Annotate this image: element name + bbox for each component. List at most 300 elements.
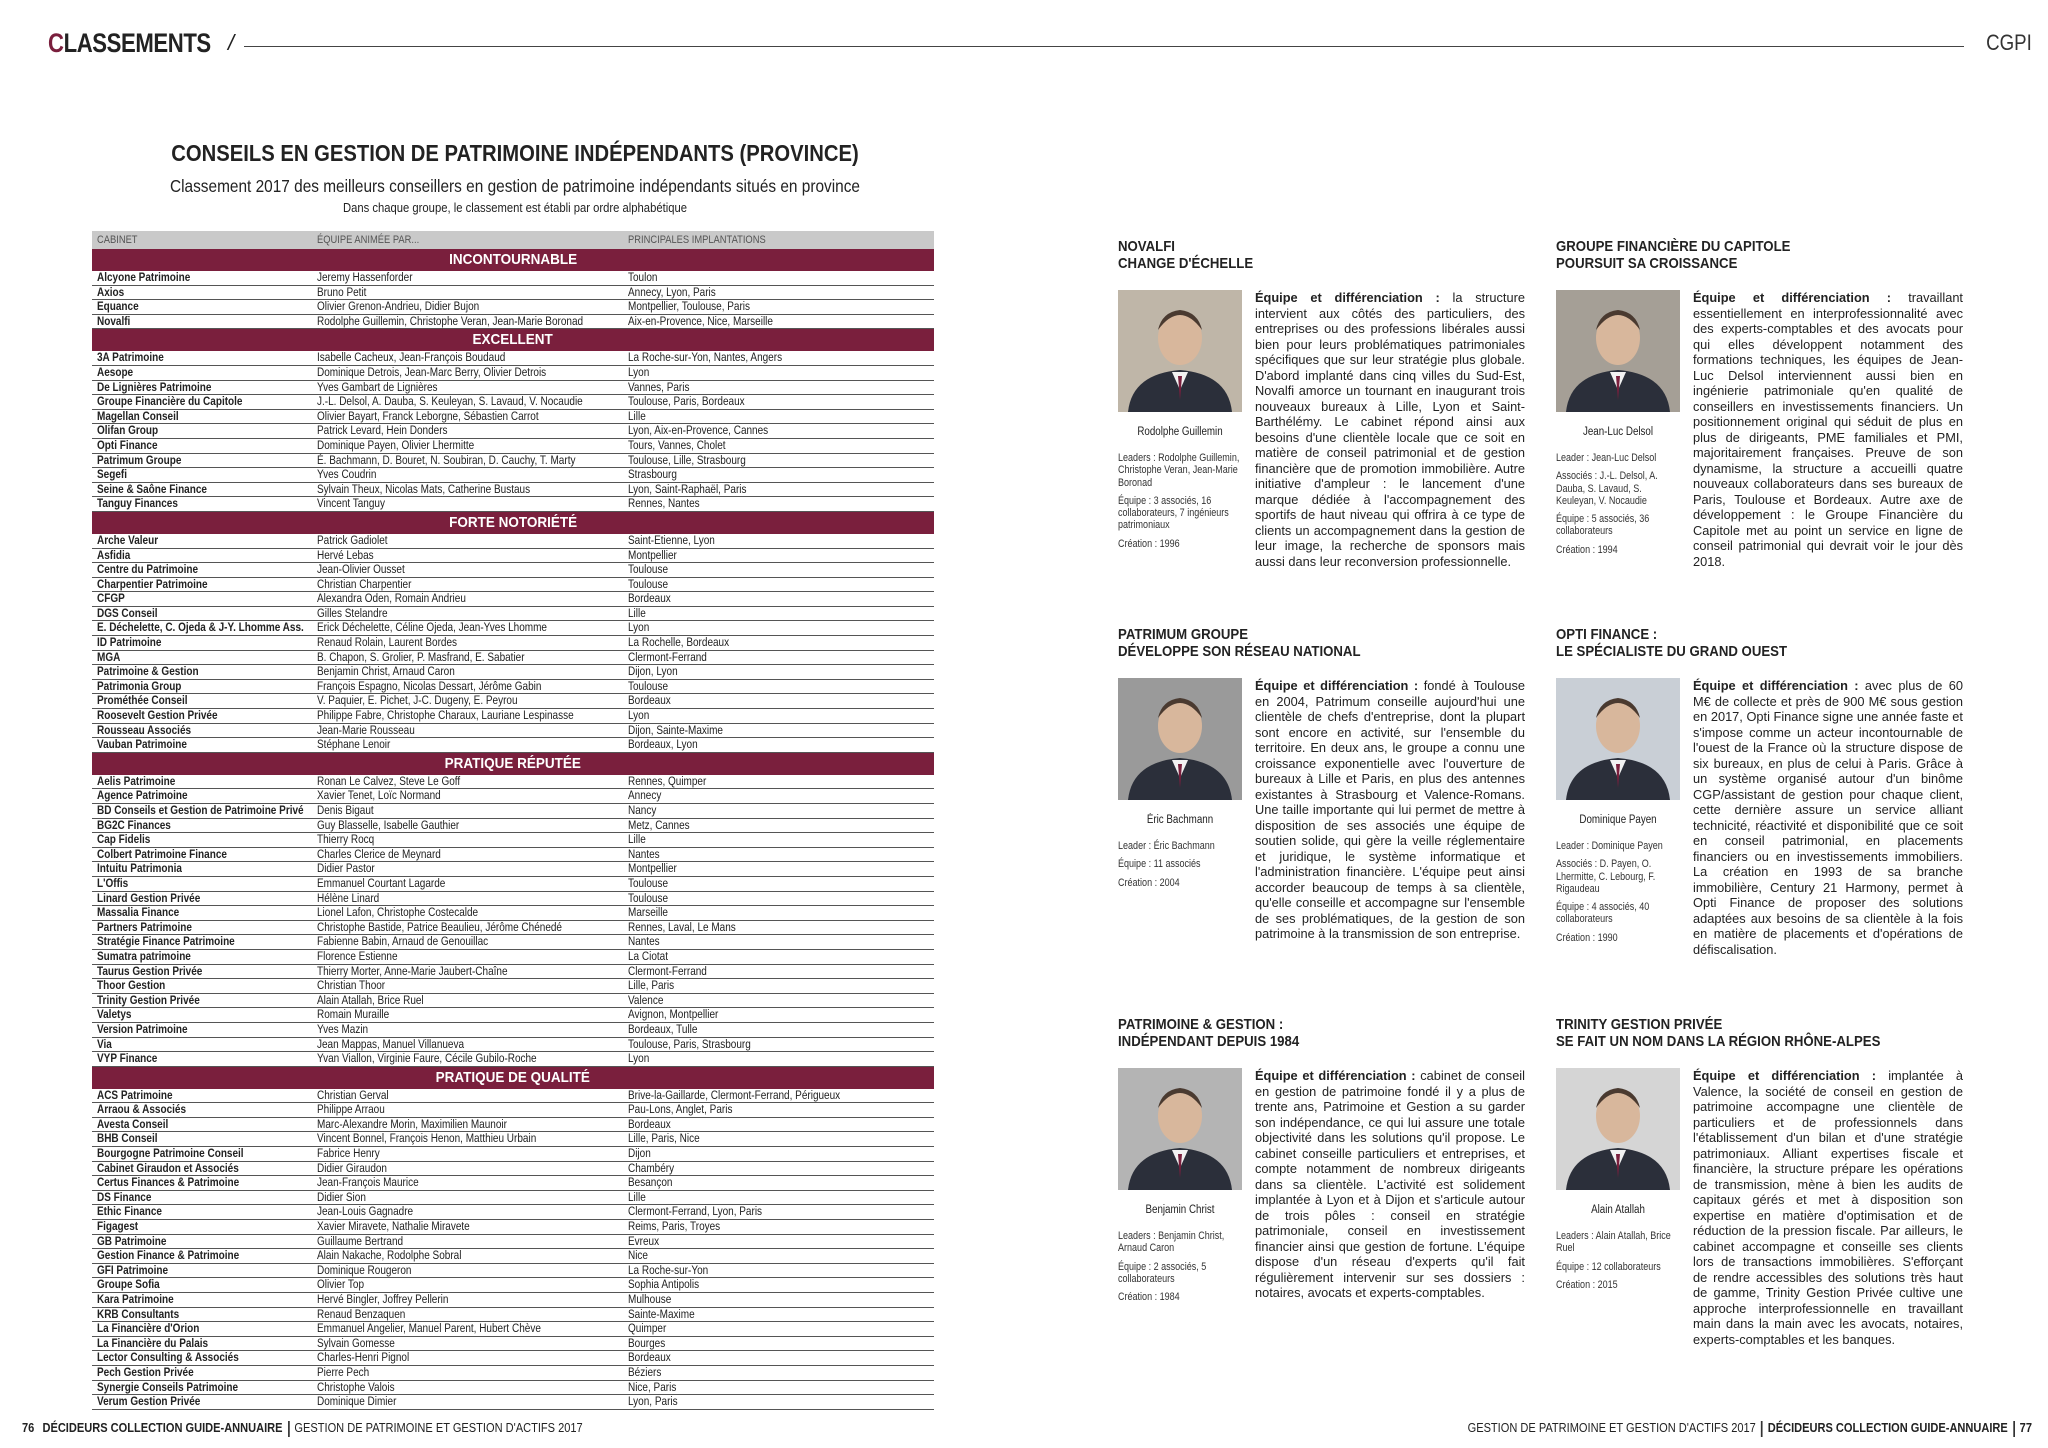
profile-title-line1: TRINITY GESTION PRIVÉE xyxy=(1556,1016,1723,1033)
table-row xyxy=(92,1103,934,1118)
locations: Avignon, Montpellier xyxy=(628,1007,719,1022)
cabinet-name: BG2C Finances xyxy=(97,817,171,832)
table-row xyxy=(92,680,934,695)
locations: Toulouse xyxy=(628,875,669,890)
firm-profile xyxy=(1556,238,1972,569)
locations: Dijon, Sainte-Maxime xyxy=(628,722,723,737)
cabinet-name: MGA xyxy=(97,649,121,664)
team-leaders: Hélène Linard xyxy=(317,890,380,905)
description-body: travaillant essentiellement en interprofessionnalité avec des experts-comptables et des avocats pour qui elles développent notamment des formations techniques, les équipes de Jean-Luc Delsol interviennent aussi bien en ingénierie patrimoniale qu'en qualité de conseillers en investissements financiers. Un positionnement original qui séduit de plus en plus de dirigeants, PME familiales et PMI, majoritairement françaises. Preuve de son dynamisme, la structure a accueilli quatre nouveaux collaborateurs dans ses bureaux de Paris, Toulouse et Bordeaux. Autre axe de développement : le Groupe Financière du Capitole met au point un service en ligne de conseil patrimonial qui devrait voir le jour dès 2018. xyxy=(1693,290,1963,569)
locations: Toulouse xyxy=(628,576,669,591)
locations: Lyon xyxy=(628,1051,650,1066)
portrait-photo xyxy=(1118,1068,1242,1190)
table-row xyxy=(92,351,934,366)
team-leaders: Christophe Bastide, Patrice Beaulieu, Jérôme Chénedé xyxy=(317,919,563,934)
team-leaders: Didier Pastor xyxy=(317,861,375,876)
table-row xyxy=(92,651,934,666)
cabinet-name: Segefi xyxy=(97,467,127,482)
cabinet-name: Partners Patrimoine xyxy=(97,919,192,934)
description-lead: Équipe et différenciation : xyxy=(1255,290,1440,305)
portrait-photo xyxy=(1556,290,1680,412)
locations: Bordeaux xyxy=(628,1350,671,1365)
locations: Pau-Lons, Anglet, Paris xyxy=(628,1102,733,1117)
profile-title xyxy=(1556,1016,1880,1050)
table-row xyxy=(92,1205,934,1220)
cabinet-name: DS Finance xyxy=(97,1189,152,1204)
team-leaders: Patrick Gadiolet xyxy=(317,532,388,547)
cabinet-name: Gestion Finance & Patrimoine xyxy=(97,1248,240,1263)
team-leaders: Hervé Bingler, Joffrey Pellerin xyxy=(317,1292,449,1306)
locations: Clermont-Ferrand xyxy=(628,649,707,664)
profile-description xyxy=(1255,1068,1525,1301)
team-leaders: Yves Coudrin xyxy=(317,467,377,482)
cabinet-name: Centre du Patrimoine xyxy=(97,562,199,577)
locations: Saint-Etienne, Lyon xyxy=(628,532,715,547)
locations: Nantes xyxy=(628,934,660,949)
table-row xyxy=(92,300,934,315)
team-leaders: Jean-Olivier Ousset xyxy=(317,562,405,577)
table-row xyxy=(92,1293,934,1308)
locations: Rennes, Laval, Le Mans xyxy=(628,919,736,934)
profile-title xyxy=(1118,1016,1299,1050)
footer-topic-left: GESTION DE PATRIMOINE ET GESTION D'ACTIFS 2017 xyxy=(294,1420,583,1435)
profile-fact: Leader : Jean-Luc Delsol xyxy=(1556,452,1657,464)
cabinet-name: Trinity Gestion Privée xyxy=(97,992,200,1007)
table-row xyxy=(92,271,934,286)
table-row xyxy=(92,454,934,469)
locations: Lyon xyxy=(628,620,650,635)
team-leaders: Olivier Grenon-Andrieu, Didier Bujon xyxy=(317,299,480,314)
group-name: EXCELLENT xyxy=(472,331,554,349)
team-leaders: Emmanuel Courtant Lagarde xyxy=(317,875,446,890)
team-leaders: Dominique Dimier xyxy=(317,1394,397,1409)
cabinet-name: Groupe Sofia xyxy=(97,1277,160,1292)
table-row xyxy=(92,549,934,564)
portrait-photo xyxy=(1556,1068,1680,1190)
cabinet-name: Taurus Gestion Privée xyxy=(97,963,203,978)
locations: Evreux xyxy=(628,1233,660,1248)
cabinet-name: Cabinet Giraudon et Associés xyxy=(97,1160,239,1175)
cabinet-name: Figagest xyxy=(97,1219,139,1234)
cabinet-name: Roosevelt Gestion Privée xyxy=(97,708,218,723)
team-leaders: Charles-Henri Pignol xyxy=(317,1350,410,1365)
profile-fact: Création : 2004 xyxy=(1118,876,1180,889)
page-number-right: 77 xyxy=(2019,1420,2032,1435)
cabinet-name: ID Patrimoine xyxy=(97,635,162,650)
team-leaders: Thierry Rocq xyxy=(317,832,375,847)
profile-fact: Création : 2015 xyxy=(1556,1278,1618,1291)
profile-title-line1: NOVALFI xyxy=(1118,238,1175,255)
locations: La Roche-sur-Yon, Nantes, Angers xyxy=(628,350,783,365)
table-row xyxy=(92,965,934,980)
table-row xyxy=(92,1008,934,1023)
team-leaders: Christian Gerval xyxy=(317,1087,389,1102)
cabinet-name: Patrimonia Group xyxy=(97,678,182,693)
cabinet-name: Stratégie Finance Patrimoine xyxy=(97,934,235,949)
cabinet-name: Alcyone Patrimoine xyxy=(97,270,191,284)
locations: Lyon xyxy=(628,708,650,723)
portrait-photo xyxy=(1118,290,1242,412)
footer-left xyxy=(22,1420,583,1437)
profile-description xyxy=(1693,290,1963,569)
table-row xyxy=(92,1366,934,1381)
table-row xyxy=(92,833,934,848)
team-leaders: Sylvain Theux, Nicolas Mats, Catherine Bustaus xyxy=(317,481,531,496)
team-leaders: Rodolphe Guillemin, Christophe Veran, Jean-Marie Boronad xyxy=(317,313,584,328)
locations: Toulon xyxy=(628,270,658,284)
locations: Clermont-Ferrand xyxy=(628,963,707,978)
group-name: PRATIQUE DE QUALITÉ xyxy=(435,1068,591,1086)
team-leaders: Xavier Tenet, Loïc Normand xyxy=(317,788,441,803)
description-body: la structure intervient aux côtés des particuliers, des entreprises ou des professions libérales aussi bien pour leurs problématiques patrimoniales spécifiques que sur leur stratégie plus globale. D'abord implanté dans cinq villes du Sud-Est, Novalfi amorce un tournant en inaugurant trois nouveaux bureaux à Lille, Lyon et Saint-Barthélémy. Le cabinet répond ainsi aux besoins d'une clientèle locale que ce soit en matière de conseil patrimonial et de gestion financière que de promotion immobilière. Autre initiative d'ampleur : le lancement d'une marque dédiée à l'accompagnement des sportifs de haut niveau qui offrira à ce type de clients un accompagnement dans la gestion de leur image, la recherche de sponsors mais aussi dans leur reconversion professionnelle. xyxy=(1255,290,1525,569)
profile-fact: Leader : Éric Bachmann xyxy=(1118,840,1215,852)
team-leaders: Isabelle Cacheux, Jean-François Boudaud xyxy=(317,350,506,365)
locations: Lyon, Saint-Raphaël, Paris xyxy=(628,481,747,496)
team-leaders: Dominique Rougeron xyxy=(317,1262,412,1277)
team-leaders: Olivier Top xyxy=(317,1277,365,1292)
table-row xyxy=(92,935,934,950)
group-header xyxy=(92,512,934,534)
cabinet-name: Rousseau Associés xyxy=(97,722,192,737)
ranking-subtitle: Classement 2017 des meilleurs conseillers en gestion de patrimoine indépendants situés en province xyxy=(169,176,860,196)
cabinet-name: Colbert Patrimoine Finance xyxy=(97,846,227,861)
locations: Bordeaux xyxy=(628,591,671,606)
profile-title-line2: POURSUIT SA CROISSANCE xyxy=(1556,255,1738,272)
team-leaders: Bruno Petit xyxy=(317,284,367,299)
team-leaders: Olivier Bayart, Franck Leborgne, Sébastien Carrot xyxy=(317,408,539,423)
table-row xyxy=(92,1235,934,1250)
table-row xyxy=(92,483,934,498)
group-name: PRATIQUE RÉPUTÉE xyxy=(444,754,582,772)
cabinet-name: La Financière du Palais xyxy=(97,1335,209,1350)
profile-fact: Création : 1984 xyxy=(1118,1291,1180,1304)
team-leaders: Jean-Marie Rousseau xyxy=(317,722,415,737)
cabinet-name: Patrimoine & Gestion xyxy=(97,664,199,679)
locations: Toulouse xyxy=(628,678,669,693)
table-header xyxy=(92,231,934,249)
table-row xyxy=(92,410,934,425)
cabinet-name: BHB Conseil xyxy=(97,1131,158,1146)
table-row xyxy=(92,1147,934,1162)
profile-facts xyxy=(1556,452,1686,562)
profile-fact: Leaders : Rodolphe Guillemin, Christophe Veran, Jean-Marie Boronad xyxy=(1118,452,1240,489)
firm-profile xyxy=(1118,626,1534,941)
description-lead: Équipe et différenciation : xyxy=(1255,1068,1416,1083)
team-leaders: Stéphane Lenoir xyxy=(317,737,391,752)
locations: Nancy xyxy=(628,803,657,817)
cabinet-name: Thoor Gestion xyxy=(97,978,166,993)
profile-fact: Associés : D. Payen, O. Lhermitte, C. Lebourg, F. Rigaudeau xyxy=(1556,858,1656,895)
description-lead: Équipe et différenciation : xyxy=(1693,1068,1877,1083)
table-row xyxy=(92,775,934,790)
table-row xyxy=(92,366,934,381)
table-row xyxy=(92,534,934,549)
column-header-cabinet: CABINET xyxy=(97,234,138,246)
locations: Dijon xyxy=(628,1146,651,1161)
table-row xyxy=(92,1322,934,1337)
cabinet-name: Agence Patrimoine xyxy=(97,788,188,803)
team-leaders: B. Chapon, S. Grolier, P. Masfrand, E. Sabatier xyxy=(317,649,525,664)
table-row xyxy=(92,1395,934,1410)
cabinet-name: BD Conseils et Gestion de Patrimoine Privé xyxy=(97,803,304,817)
cabinet-name: Certus Finances & Patrimoine xyxy=(97,1175,240,1190)
profile-fact: Création : 1996 xyxy=(1118,537,1180,550)
header-slash: / xyxy=(228,30,235,55)
group-header xyxy=(92,329,934,351)
group-header xyxy=(92,249,934,271)
table-row xyxy=(92,1381,934,1396)
team-leaders: Alexandra Oden, Romain Andrieu xyxy=(317,591,466,606)
group-header xyxy=(92,1067,934,1089)
table-row xyxy=(92,563,934,578)
firm-profile xyxy=(1118,238,1534,569)
locations: Lille, Paris xyxy=(628,978,675,993)
description-lead: Équipe et différenciation : xyxy=(1693,678,1859,693)
cabinet-name: Arche Valeur xyxy=(97,532,159,547)
description-body: avec plus de 60 M€ de collecte et près de 900 M€ sous gestion en 2017, Opti Finance signe une année faste et s'impose comme un acteur incontournable de l'ouest de la France où la structure dispose de six bureaux, en plus de celui à Paris. Grâce à un système organisé autour d'un binôme CGP/assistant de gestion pour chaque client, cette dernière assure un service alliant technicité, réactivité et disponibilité que ce soit en conseil patrimonial, en placements financiers ou en investissements immobiliers. La création en 1993 de sa branche immobilière, Century 21 Harmony, permet à Opti Finance de proposer des solutions adaptées aux besoins de sa clientèle à la fois en matière de placements et d'opérations de défiscalisation. xyxy=(1693,678,1963,957)
firm-profile xyxy=(1556,1016,1972,1347)
locations: Clermont-Ferrand, Lyon, Paris xyxy=(628,1204,763,1219)
locations: Lille xyxy=(628,605,646,620)
table-row xyxy=(92,1132,934,1147)
locations: Toulouse xyxy=(628,890,669,905)
section-title xyxy=(48,28,211,59)
locations: Bordeaux, Lyon xyxy=(628,737,698,752)
cabinet-name: Equance xyxy=(97,299,139,314)
profile-title-line2: LE SPÉCIALISTE DU GRAND OUEST xyxy=(1556,643,1788,660)
cabinet-name: Lector Consulting & Associés xyxy=(97,1350,239,1365)
table-row xyxy=(92,979,934,994)
table-row xyxy=(92,862,934,877)
description-body: cabinet de conseil en gestion de patrimoine fondé il y a plus de trente ans, Patrimoine et Gestion a su garder son indépendance, ce qui lui assure une totale objectivité dans les solutions qu'il propose. Le cabinet conseille particuliers et entreprises, et compte notamment de nombreux dirigeants dans sa clientèle. L'activité est solidement implantée à Lyon et à Dijon et s'articule autour de trois pôles : conseil en stratégie patrimoniale, conseil en investissement financier ainsi que gestion de fortune. L'équipe dispose d'un réseau d'experts qu'il fait régulièrement intervenir sur ses dossiers : notaires, avocats et experts-comptables. xyxy=(1255,1068,1525,1300)
table-row xyxy=(92,848,934,863)
cabinet-name: Cap Fidelis xyxy=(97,832,151,847)
profile-fact: Leaders : Benjamin Christ, Arnaud Caron xyxy=(1118,1230,1225,1255)
team-leaders: Lionel Lafon, Christophe Costecalde xyxy=(317,905,479,920)
locations: Lyon xyxy=(628,364,650,379)
locations: Toulouse, Paris, Strasbourg xyxy=(628,1036,751,1051)
locations: La Rochelle, Bordeaux xyxy=(628,635,730,650)
cabinet-name: Charpentier Patrimoine xyxy=(97,576,208,591)
team-leaders: Renaud Benzaquen xyxy=(317,1306,406,1321)
photo-caption: Éric Bachmann xyxy=(1146,814,1214,826)
profile-title-line2: INDÉPENDANT DEPUIS 1984 xyxy=(1118,1033,1300,1050)
cabinet-name: Kara Patrimoine xyxy=(97,1292,174,1306)
locations: Montpellier xyxy=(628,861,677,876)
locations: Chambéry xyxy=(628,1160,675,1175)
team-leaders: Patrick Levard, Hein Donders xyxy=(317,423,448,438)
table-row xyxy=(92,286,934,301)
team-leaders: Charles Clerice de Meynard xyxy=(317,846,441,861)
team-leaders: Xavier Miravete, Nathalie Miravete xyxy=(317,1219,470,1234)
team-leaders: Jean Mappas, Manuel Villanueva xyxy=(317,1036,465,1051)
table-row xyxy=(92,738,934,753)
cabinet-name: Valetys xyxy=(97,1007,132,1022)
cabinet-name: Aesope xyxy=(97,364,134,379)
photo-caption: Dominique Payen xyxy=(1579,814,1657,826)
table-row xyxy=(92,1249,934,1264)
profile-fact: Leaders : Alain Atallah, Brice Ruel xyxy=(1556,1230,1671,1255)
cabinet-name: Avesta Conseil xyxy=(97,1116,169,1131)
footer-divider xyxy=(2013,1421,2015,1437)
description-lead: Équipe et différenciation : xyxy=(1693,290,1892,305)
team-leaders: Christophe Valois xyxy=(317,1379,395,1394)
cabinet-name: Novalfi xyxy=(97,313,131,328)
profile-description xyxy=(1255,678,1525,942)
locations: Quimper xyxy=(628,1321,667,1336)
cabinet-name: Seine & Saône Finance xyxy=(97,481,207,496)
locations: Bourges xyxy=(628,1335,666,1350)
team-leaders: Guillaume Bertrand xyxy=(317,1233,404,1248)
profile-title-line2: SE FAIT UN NOM DANS LA RÉGION RHÔNE-ALPES xyxy=(1556,1033,1881,1050)
table-row xyxy=(92,621,934,636)
table-row xyxy=(92,665,934,680)
profile-title-line1: GROUPE FINANCIÈRE DU CAPITOLE xyxy=(1556,238,1791,255)
team-leaders: Vincent Bonnel, François Henon, Matthieu Urbain xyxy=(317,1131,537,1146)
cabinet-name: Patrimum Groupe xyxy=(97,452,182,467)
locations: Sophia Antipolis xyxy=(628,1277,700,1292)
profile-fact: Création : 1994 xyxy=(1556,543,1618,556)
cabinet-name: Via xyxy=(97,1036,112,1051)
page-number-left: 76 xyxy=(22,1420,35,1435)
team-leaders: Dominique Detrois, Jean-Marc Berry, Olivier Detrois xyxy=(317,364,547,379)
cabinet-name: L'Offis xyxy=(97,875,129,890)
locations: Reims, Paris, Troyes xyxy=(628,1219,721,1234)
locations: Nice xyxy=(628,1248,649,1263)
team-leaders: Yves Mazin xyxy=(317,1021,369,1036)
profile-title xyxy=(1118,626,1361,660)
column-header-team: ÉQUIPE ANIMÉE PAR... xyxy=(317,234,420,246)
table-row xyxy=(92,1220,934,1235)
table-row xyxy=(92,592,934,607)
footer-divider xyxy=(1761,1421,1763,1437)
photo-caption: Alain Atallah xyxy=(1591,1204,1645,1216)
team-leaders: Thierry Morter, Anne-Marie Jaubert-Chaîne xyxy=(317,963,508,978)
table-row xyxy=(92,877,934,892)
locations: Lille xyxy=(628,1189,646,1204)
cabinet-name: De Lignières Patrimoine xyxy=(97,379,212,394)
profile-title-line2: CHANGE D'ÉCHELLE xyxy=(1118,255,1254,272)
cabinet-name: CFGP xyxy=(97,591,125,606)
locations: Valence xyxy=(628,992,664,1007)
cabinet-name: GFI Patrimoine xyxy=(97,1262,169,1277)
cabinet-name: Linard Gestion Privée xyxy=(97,890,201,905)
group-header xyxy=(92,753,934,775)
cabinet-name: Synergie Conseils Patrimoine xyxy=(97,1379,239,1394)
locations: Vannes, Paris xyxy=(628,379,690,394)
header-rule xyxy=(244,46,1964,47)
locations: Brive-la-Gaillarde, Clermont-Ferrand, Périgueux xyxy=(628,1087,841,1102)
ranking-title: CONSEILS EN GESTION DE PATRIMOINE INDÉPENDANTS (PROVINCE) xyxy=(171,140,859,166)
team-leaders: Florence Estienne xyxy=(317,948,398,963)
team-leaders: Philippe Arraou xyxy=(317,1102,385,1117)
profile-fact: Création : 1990 xyxy=(1556,931,1618,944)
team-leaders: Vincent Tanguy xyxy=(317,496,385,511)
locations: Besançon xyxy=(628,1175,673,1190)
profile-facts xyxy=(1118,840,1248,895)
locations: Annecy, Lyon, Paris xyxy=(628,284,716,299)
table-row xyxy=(92,1337,934,1352)
team-leaders: Hervé Lebas xyxy=(317,547,374,562)
table-row xyxy=(92,381,934,396)
team-leaders: Ronan Le Calvez, Steve Le Goff xyxy=(317,773,461,788)
team-leaders: J.-L. Delsol, A. Dauba, S. Keuleyan, S. Lavaud, V. Nocaudie xyxy=(317,394,583,409)
locations: Lille xyxy=(628,408,646,423)
table-row xyxy=(92,1191,934,1206)
table-row xyxy=(92,395,934,410)
profile-fact: Équipe : 3 associés, 16 collaborateurs, 7 ingénieurs patrimoniaux xyxy=(1118,494,1229,532)
table-row xyxy=(92,994,934,1009)
photo-caption: Benjamin Christ xyxy=(1145,1204,1215,1216)
profile-fact: Équipe : 4 associés, 40 collaborateurs xyxy=(1556,901,1650,926)
team-leaders: Alain Atallah, Brice Ruel xyxy=(317,992,424,1007)
team-leaders: Jean-Louis Gagnadre xyxy=(317,1204,414,1219)
photo-caption: Rodolphe Guillemin xyxy=(1137,426,1223,438)
cabinet-name: Prométhée Conseil xyxy=(97,693,188,708)
locations: Toulouse xyxy=(628,562,669,577)
cabinet-name: Pech Gestion Privée xyxy=(97,1364,194,1379)
cabinet-name: KRB Consultants xyxy=(97,1306,180,1321)
table-row xyxy=(92,1118,934,1133)
firm-profile xyxy=(1118,1016,1534,1316)
locations: Bordeaux, Tulle xyxy=(628,1021,698,1036)
description-lead: Équipe et différenciation : xyxy=(1255,678,1419,693)
profile-title xyxy=(1556,238,1790,272)
locations: Montpellier xyxy=(628,547,677,562)
cabinet-name: Arraou & Associés xyxy=(97,1102,187,1117)
locations: Nantes xyxy=(628,846,660,861)
cabinet-name: Olifan Group xyxy=(97,423,159,438)
team-leaders: Erick Déchelette, Céline Ojeda, Jean-Yves Lhomme xyxy=(317,620,547,635)
team-leaders: Yvan Viallon, Virginie Faure, Cécile Gubilo-Roche xyxy=(317,1051,537,1066)
group-name: INCONTOURNABLE xyxy=(448,251,577,268)
profile-title-line1: PATRIMOINE & GESTION : xyxy=(1118,1016,1284,1033)
table-row xyxy=(92,709,934,724)
team-leaders: Benjamin Christ, Arnaud Caron xyxy=(317,664,455,679)
footer-right xyxy=(1468,1420,2032,1437)
team-leaders: Fabrice Henry xyxy=(317,1146,380,1161)
locations: Sainte-Maxime xyxy=(628,1306,695,1321)
profile-title xyxy=(1118,238,1253,272)
section-category: CGPI xyxy=(1986,30,2032,55)
description-body: implantée à Valence, la société de conseil en gestion de patrimoine accompagne une clientèle de particuliers et de professionnels dans l'établissement d'un bilan et d'une stratégie patrimoniaux. Alliant expertises fiscale et financière, la structure prépare les opérations de transmission, mène à bien les audits de capitaux gérés et met à disposition son expertise en matière d'optimisation et de réduction de la pression fiscale. Par ailleurs, le cabinet accompagne et conseille ses clients lors de transactions immobilières. S'efforçant de rendre accessibles des solutions très haut de gamme, Trinity Gestion Privée cultive une approche interprofessionnelle en travaillant main dans la main avec les avocats, notaires, experts-comptables et les banques. xyxy=(1693,1068,1963,1347)
table-row xyxy=(92,1176,934,1191)
table-row xyxy=(92,1264,934,1279)
group-name: FORTE NOTORIÉTÉ xyxy=(448,513,577,531)
profile-fact: Équipe : 5 associés, 36 collaborateurs xyxy=(1556,513,1650,538)
profile-title-line1: OPTI FINANCE : xyxy=(1556,626,1658,643)
table-row xyxy=(92,694,934,709)
team-leaders: Romain Muraille xyxy=(317,1007,390,1022)
cabinet-name: Opti Finance xyxy=(97,437,158,452)
team-leaders: Gilles Stelandre xyxy=(317,605,388,620)
table-row xyxy=(92,1351,934,1366)
locations: Bordeaux xyxy=(628,1116,671,1131)
locations: Lille, Paris, Nice xyxy=(628,1131,700,1146)
firm-profile xyxy=(1556,626,1972,957)
publication-name-left: DÉCIDEURS COLLECTION GUIDE-ANNUAIRE xyxy=(42,1420,283,1435)
team-leaders: Renaud Rolain, Laurent Bordes xyxy=(317,635,458,650)
locations: Bordeaux xyxy=(628,693,671,708)
table-row xyxy=(92,1023,934,1038)
profile-title-line2: DÉVELOPPE SON RÉSEAU NATIONAL xyxy=(1118,643,1361,660)
table-row xyxy=(92,724,934,739)
column-header-locations: PRINCIPALES IMPLANTATIONS xyxy=(628,234,766,246)
cabinet-name: Intuitu Patrimonia xyxy=(97,861,182,876)
locations: La Roche-sur-Yon xyxy=(628,1262,709,1277)
table-row xyxy=(92,1038,934,1053)
locations: Rennes, Quimper xyxy=(628,773,707,788)
